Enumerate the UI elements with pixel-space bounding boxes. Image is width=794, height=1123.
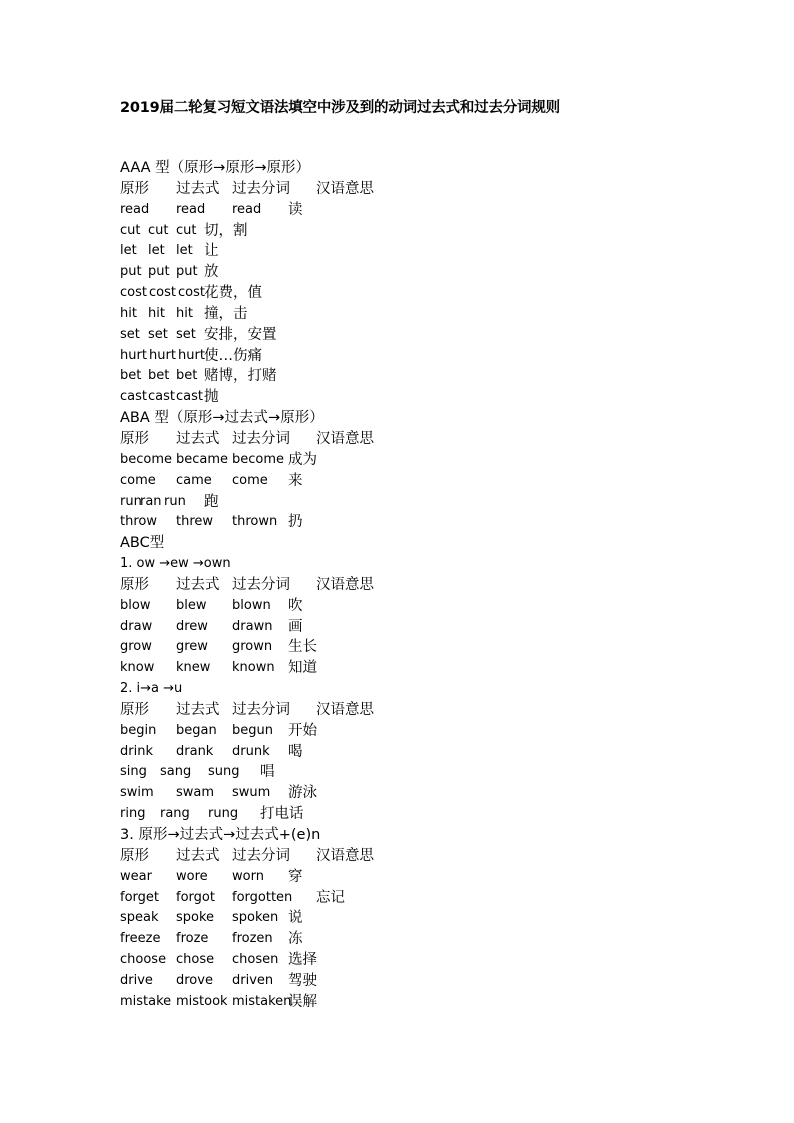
column-header: 过去式 [176, 847, 220, 864]
verb-base-form: let [120, 243, 137, 259]
verb-meaning: 知道 [288, 660, 317, 677]
verb-past-tense: cost [149, 285, 176, 301]
verb-base-form: grow [120, 639, 152, 655]
section-heading: 2. i→a →u [120, 681, 183, 697]
verb-base-form: run [120, 493, 142, 509]
column-header: 汉语意思 [316, 430, 374, 447]
verb-meaning: 冻 [288, 931, 303, 948]
verb-base-form: swim [120, 785, 154, 801]
verb-meaning: 跑 [204, 493, 219, 510]
verb-list [120, 158, 680, 1013]
verb-past-tense: froze [176, 931, 209, 947]
verb-row [120, 200, 680, 221]
verb-meaning: 穿 [288, 868, 303, 885]
column-header-row [120, 700, 680, 721]
verb-past-tense: swam [176, 785, 215, 801]
verb-past-participle: sung [208, 764, 240, 780]
verb-base-form: put [120, 264, 142, 280]
verb-past-tense: chose [176, 952, 215, 968]
column-header: 汉语意思 [316, 576, 374, 593]
verb-row [120, 304, 680, 325]
column-header-row [120, 429, 680, 450]
verb-base-form: ring [120, 806, 146, 822]
verb-past-tense: sang [160, 764, 192, 780]
verb-base-form: freeze [120, 931, 161, 947]
verb-base-form: come [120, 472, 156, 488]
verb-row [120, 221, 680, 242]
verb-past-participle: cut [176, 222, 197, 238]
verb-meaning: 来 [288, 472, 303, 489]
verb-row [120, 596, 680, 617]
verb-base-form: set [120, 326, 140, 342]
verb-past-participle: come [232, 472, 268, 488]
verb-past-participle: swum [232, 785, 271, 801]
verb-past-participle: known [232, 660, 275, 676]
column-header: 汉语意思 [316, 180, 374, 197]
verb-row [120, 888, 680, 909]
verb-meaning: 使…伤痛 [204, 347, 262, 364]
verb-meaning: 打电话 [260, 806, 304, 823]
verb-base-form: mistake [120, 993, 172, 1009]
verb-past-participle: grown [232, 639, 273, 655]
verb-row [120, 971, 680, 992]
verb-past-tense: grew [176, 639, 208, 655]
column-header: 过去式 [176, 180, 220, 197]
column-header: 过去式 [176, 701, 220, 718]
column-header: 过去分词 [232, 180, 290, 197]
verb-row [120, 512, 680, 533]
column-header: 原形 [120, 430, 149, 447]
verb-meaning: 撞，击 [204, 305, 248, 322]
verb-meaning: 选择 [288, 952, 317, 969]
verb-past-tense: began [176, 722, 217, 738]
verb-past-tense: forgot [176, 889, 215, 905]
verb-past-tense: spoke [176, 910, 215, 926]
verb-base-form: forget [120, 889, 159, 905]
verb-past-participle: become [232, 451, 285, 467]
verb-meaning: 生长 [288, 639, 317, 656]
verb-meaning: 忘记 [316, 889, 345, 906]
verb-past-participle: forgotten [232, 889, 293, 905]
verb-past-participle: driven [232, 972, 274, 988]
verb-row [120, 450, 680, 471]
verb-meaning: 开始 [288, 722, 317, 739]
verb-base-form: speak [120, 910, 159, 926]
verb-past-tense: set [148, 326, 168, 342]
verb-past-tense: drew [176, 618, 208, 634]
verb-past-tense: hurt [149, 347, 176, 363]
verb-meaning: 切，割 [204, 222, 248, 239]
verb-past-participle: worn [232, 868, 264, 884]
verb-past-participle: chosen [232, 952, 279, 968]
verb-row [120, 658, 680, 679]
verb-past-tense: ran [140, 493, 162, 509]
column-header: 原形 [120, 576, 149, 593]
verb-meaning: 唱 [260, 764, 275, 781]
verb-past-participle: blown [232, 597, 271, 613]
verb-row [120, 721, 680, 742]
verb-base-form: bet [120, 368, 142, 384]
column-header: 汉语意思 [316, 701, 374, 718]
verb-past-participle: let [176, 243, 193, 259]
verb-past-tense: drank [176, 743, 214, 759]
verb-past-participle: frozen [232, 931, 273, 947]
column-header: 过去分词 [232, 430, 290, 447]
verb-base-form: draw [120, 618, 153, 634]
verb-row [120, 241, 680, 262]
verb-base-form: blow [120, 597, 151, 613]
column-header: 过去式 [176, 430, 220, 447]
verb-past-participle: read [232, 201, 262, 217]
verb-past-tense: cut [148, 222, 169, 238]
verb-row [120, 637, 680, 658]
verb-past-tense: threw [176, 514, 214, 530]
verb-meaning: 赌博，打赌 [204, 368, 277, 385]
verb-base-form: drive [120, 972, 153, 988]
column-header-row [120, 179, 680, 200]
verb-base-form: become [120, 451, 173, 467]
verb-past-participle: bet [176, 368, 198, 384]
column-header: 原形 [120, 847, 149, 864]
verb-base-form: cut [120, 222, 141, 238]
verb-meaning: 游泳 [288, 785, 317, 802]
section-heading: AAA 型（原形→原形→原形） [120, 160, 310, 176]
verb-row [120, 992, 680, 1013]
verb-base-form: cast [120, 389, 147, 405]
verb-meaning: 放 [204, 264, 219, 281]
verb-past-tense: hit [148, 305, 165, 321]
verb-past-tense: became [176, 451, 229, 467]
verb-past-tense: knew [176, 660, 211, 676]
verb-row [120, 283, 680, 304]
verb-meaning: 让 [204, 243, 219, 260]
verb-base-form: begin [120, 722, 157, 738]
verb-row [120, 804, 680, 825]
verb-row [120, 492, 680, 513]
verb-meaning: 安排，安置 [204, 326, 277, 343]
document-title: 2019届二轮复习短文语法填空中涉及到的动词过去式和过去分词规则 [120, 100, 560, 116]
verb-past-participle: drunk [232, 743, 270, 759]
verb-past-participle: thrown [232, 514, 278, 530]
verb-row [120, 387, 680, 408]
verb-past-participle: cost [178, 285, 205, 301]
column-header: 原形 [120, 701, 149, 718]
verb-past-tense: drove [176, 972, 213, 988]
verb-meaning: 扔 [288, 514, 303, 531]
verb-past-participle: hurt [178, 347, 205, 363]
column-header-row [120, 575, 680, 596]
verb-row [120, 346, 680, 367]
verb-past-participle: set [176, 326, 196, 342]
column-header: 过去分词 [232, 576, 290, 593]
section-heading: ABC型 [120, 535, 165, 552]
verb-past-tense: cast [148, 389, 175, 405]
verb-past-tense: put [148, 264, 170, 280]
verb-row [120, 366, 680, 387]
verb-meaning: 读 [288, 201, 303, 218]
verb-past-tense: came [176, 472, 212, 488]
verb-row [120, 908, 680, 929]
column-header: 过去分词 [232, 847, 290, 864]
verb-base-form: wear [120, 868, 152, 884]
column-header: 过去分词 [232, 701, 290, 718]
column-header: 原形 [120, 180, 149, 197]
section-heading: ABA 型（原形→过去式→原形） [120, 410, 324, 427]
verb-past-participle: begun [232, 722, 273, 738]
verb-base-form: hurt [120, 347, 147, 363]
verb-past-participle: spoken [232, 910, 279, 926]
section-heading: 3. 原形→过去式→过去式+(e)n [120, 827, 321, 843]
verb-past-tense: read [176, 201, 206, 217]
verb-row [120, 471, 680, 492]
verb-row [120, 783, 680, 804]
verb-past-tense: blew [176, 597, 207, 613]
verb-row [120, 950, 680, 971]
verb-base-form: hit [120, 305, 137, 321]
verb-past-participle: hit [176, 305, 193, 321]
verb-past-participle: put [176, 264, 198, 280]
verb-row [120, 325, 680, 346]
verb-row [120, 262, 680, 283]
verb-base-form: know [120, 660, 155, 676]
verb-base-form: throw [120, 514, 157, 530]
verb-base-form: choose [120, 952, 167, 968]
verb-past-participle: cast [176, 389, 203, 405]
column-header: 过去式 [176, 576, 220, 593]
verb-past-participle: drawn [232, 618, 273, 634]
verb-meaning: 喝 [288, 743, 303, 760]
verb-base-form: read [120, 201, 150, 217]
verb-row [120, 762, 680, 783]
verb-meaning: 画 [288, 618, 303, 635]
verb-row [120, 617, 680, 638]
verb-base-form: sing [120, 764, 147, 780]
verb-past-tense: let [148, 243, 165, 259]
verb-base-form: drink [120, 743, 153, 759]
verb-meaning: 误解 [288, 993, 317, 1010]
column-header-row [120, 846, 680, 867]
verb-row [120, 867, 680, 888]
verb-past-tense: rang [160, 806, 190, 822]
column-header: 汉语意思 [316, 847, 374, 864]
verb-meaning: 驾驶 [288, 972, 317, 989]
verb-meaning: 说 [288, 910, 303, 927]
section-heading: 1. ow →ew →own [120, 556, 231, 572]
verb-past-tense: bet [148, 368, 170, 384]
verb-row [120, 929, 680, 950]
verb-row [120, 742, 680, 763]
verb-past-participle: run [164, 493, 186, 509]
verb-base-form: cost [120, 285, 147, 301]
verb-meaning: 吹 [288, 597, 303, 614]
verb-past-participle: mistaken [232, 993, 292, 1009]
verb-past-tense: wore [176, 868, 208, 884]
verb-past-participle: rung [208, 806, 239, 822]
verb-meaning: 成为 [288, 451, 317, 468]
verb-past-tense: mistook [176, 993, 228, 1009]
verb-meaning: 抛 [204, 389, 219, 406]
verb-meaning: 花费，值 [204, 285, 262, 302]
